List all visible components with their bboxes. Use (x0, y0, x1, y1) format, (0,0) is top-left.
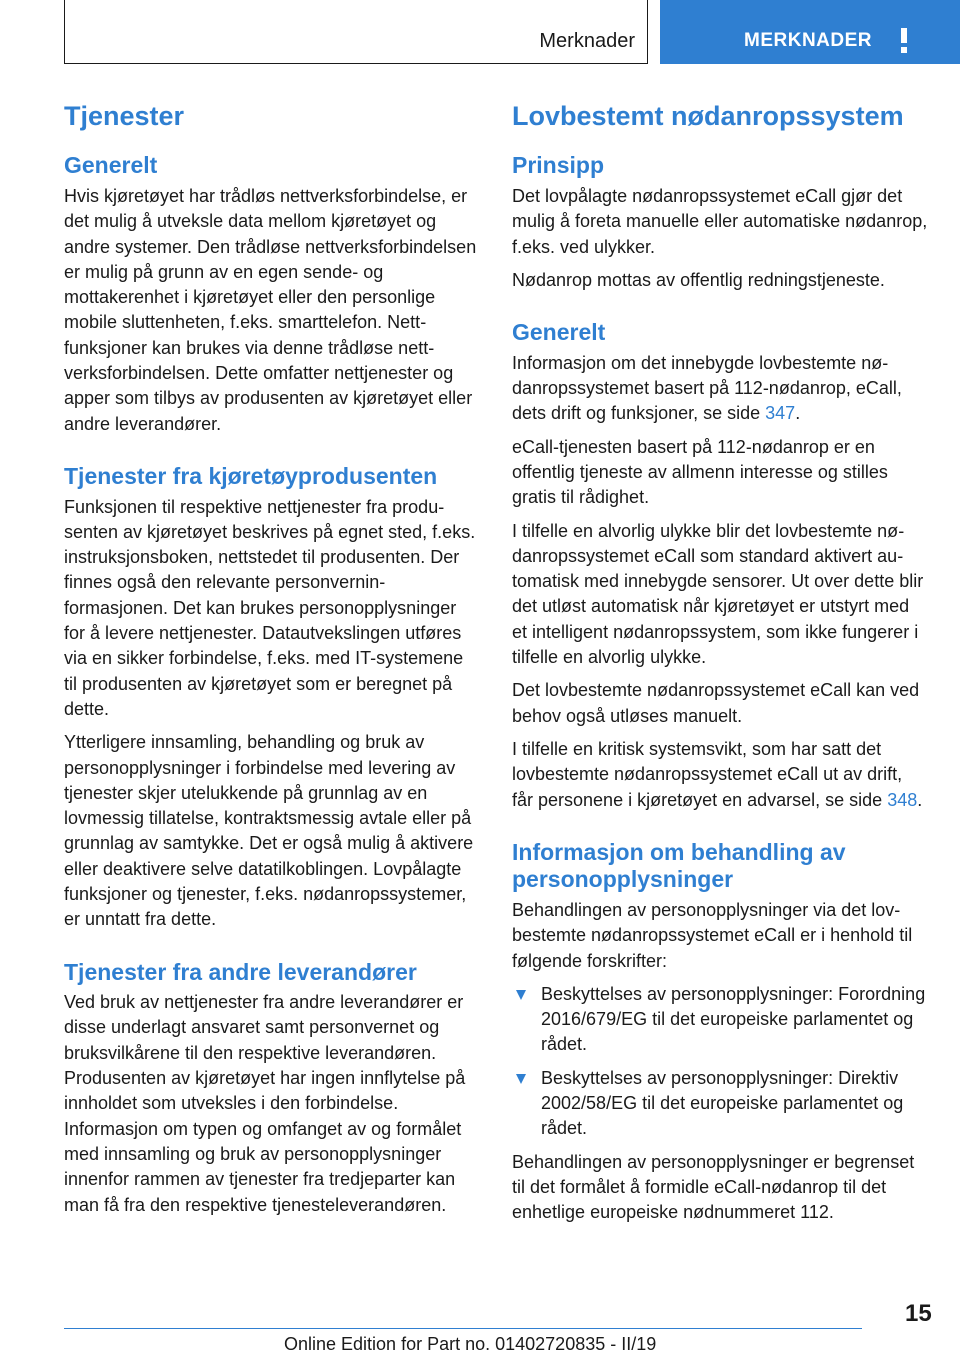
subheading-tjenester-andre: Tjenester fra andre leverandører (64, 958, 417, 985)
header-section-box (64, 0, 648, 64)
paragraph-text: I tilfelle en kritisk systemsvikt, som har satt det lovbestemte nødanropssystemet eCall ut av drift, får personene i kjøretøyet en advarsel, se side (512, 738, 903, 810)
paragraph: Ytterligere innsamling, behandling og bruk av personopplysninger i forbindelse med levering av tjenester skjer utelukkende på grunnlag av en lovmessig tillatelse, kontraktsmessig avtale eller på grunnlag av samtykke. Det er også mulig å aktivere eller deaktivere selve datatilkoblingen. Lovpålagte funksjoner og tjenester, f.eks. nødanropssystemer, er unntatt fra dette. (64, 732, 474, 930)
page-link-347[interactable]: 347 (765, 403, 796, 424)
subheading-generelt: Generelt (64, 152, 158, 179)
paragraph: Ved bruk av nettjenester fra andre leverandører er disse underlagt ansvaret samt personvernet og bruksvilkårene til den respektive leverandøren. Produsenten av kjøretøyet har ingen innflytelse på innholdet som utveksles i den forbindelse. Informasjon om typen og omfanget av og formålet med innsamling og bruk av personopplysninger innenfor rammen av tjenester fra tredjeparter kan man få fra den respektive tjenesteleverandøren. (64, 992, 466, 1215)
triangle-bullet-icon (516, 1074, 526, 1084)
triangle-bullet-icon (516, 990, 526, 1000)
paragraph-text: Informasjon om det innebygde lovbestemte nødanropssystemet basert på 112-nødanrop, eCall, dets drift og funksjoner, se side (512, 352, 902, 424)
list-item-text: Beskyttelses av personopplysninger: Direktiv 2002/58/EG til det europeiske parlamentet og rådet. (541, 1067, 904, 1139)
heading-tjenester: Tjenester (64, 101, 185, 131)
paragraph: eCall-tjenesten basert på 112-nødanrop er en offentlig tjeneste av allmenn interesse og stilles gratis til rådighet. (512, 436, 888, 508)
paragraph (512, 351, 928, 427)
footer-divider (64, 1328, 862, 1329)
header-chapter-tab (660, 0, 960, 64)
paragraph-text: . (917, 789, 923, 810)
subheading-tjenester-produsent: Tjenester fra kjøretøyprodusenten (64, 462, 438, 489)
subheading-generelt: Generelt (512, 319, 606, 346)
header-section-title: Merknader (539, 30, 635, 52)
right-column (512, 100, 928, 1234)
subheading-prinsipp: Prinsipp (512, 152, 605, 179)
exclamation-icon (898, 28, 910, 54)
paragraph-text: . (795, 403, 801, 424)
footer-edition: Online Edition for Part no. 01402720835 - II/19 (284, 1334, 657, 1354)
paragraph (512, 737, 928, 813)
subheading-personopplysninger: Informasjon om behandling av personopplysninger (512, 838, 846, 893)
paragraph: Hvis kjøretøyet har trådløs nettverksforbindelse, er det mulig å utveksle data mellom kjøretøyet og andre systemer. Den trådløse nettverksforbindelsen er mulig på grunn av en egen sende- og mottakerenhet i kjøretøyet eller den personlige mobile sluttenheten, f.eks. smarttelefon. Nettfunksjoner kan brukes via denne trådløse nettverksforbindelsen. Dette omfatter nettjenester og apper som tilbys av produsenten av kjøretøyet eller andre leverandører. (64, 185, 477, 434)
page-header (0, 0, 960, 64)
paragraph: Behandlingen av personopplysninger er begrenset til det formålet å formidle eCall-nødanrop til det enhetlige europeiske nødnummeret 112. (512, 1151, 915, 1223)
page-number: 15 (905, 1300, 932, 1327)
left-column (64, 100, 480, 1226)
paragraph: Det lovbestemte nødanropssystemet eCall kan ved behov også utløses manuelt. (512, 680, 920, 726)
list-item (512, 982, 928, 1058)
list-item (512, 1066, 928, 1142)
regulation-list (512, 982, 928, 1142)
paragraph: Det lovpålagte nødanropssystemet eCall gjør det mulig å foreta manuelle eller automatiske nødanrop, f.eks. ved ulykker. (512, 185, 928, 257)
page-link-348[interactable]: 348 (887, 789, 918, 810)
list-item-text: Beskyttelses av personopplysninger: Forordning 2016/679/EG til det europeiske parlamentet og rådet. (541, 983, 926, 1055)
header-chapter-label: MERKNADER (744, 30, 872, 51)
paragraph: Nødanrop mottas av offentlig redningstjeneste. (512, 269, 885, 290)
paragraph: Funksjonen til respektive nettjenester fra produsenten av kjøretøyet beskrives på egnet sted, f.eks. instruksjonsboken, nettstedet til produsenten. Der finnes også den relevante personverninformasjonen. Det kan brukes personopplysninger for å levere nettjenester. Datautvekslingen utføres via en sikker forbindelse, f.eks. med IT-systemene til produsenten av kjøretøyet som er beregnet på dette. (64, 496, 476, 719)
heading-nodanropssystem: Lovbestemt nødanropssystem (512, 101, 904, 131)
paragraph: I tilfelle en alvorlig ulykke blir det lovbestemte nødanropssystemet eCall som standard aktivert automatisk med innebygde sensorer. Ut over dette blir det utløst automatisk når kjøretøyet er utstyrt med et intelligent nødanropssystem, som ikke fungerer i tilfelle en alvorlig ulykke. (512, 520, 924, 668)
paragraph: Behandlingen av personopplysninger via det lovbestemte nødanropssystemet eCall er i henhold til følgende forskrifter: (512, 900, 913, 971)
